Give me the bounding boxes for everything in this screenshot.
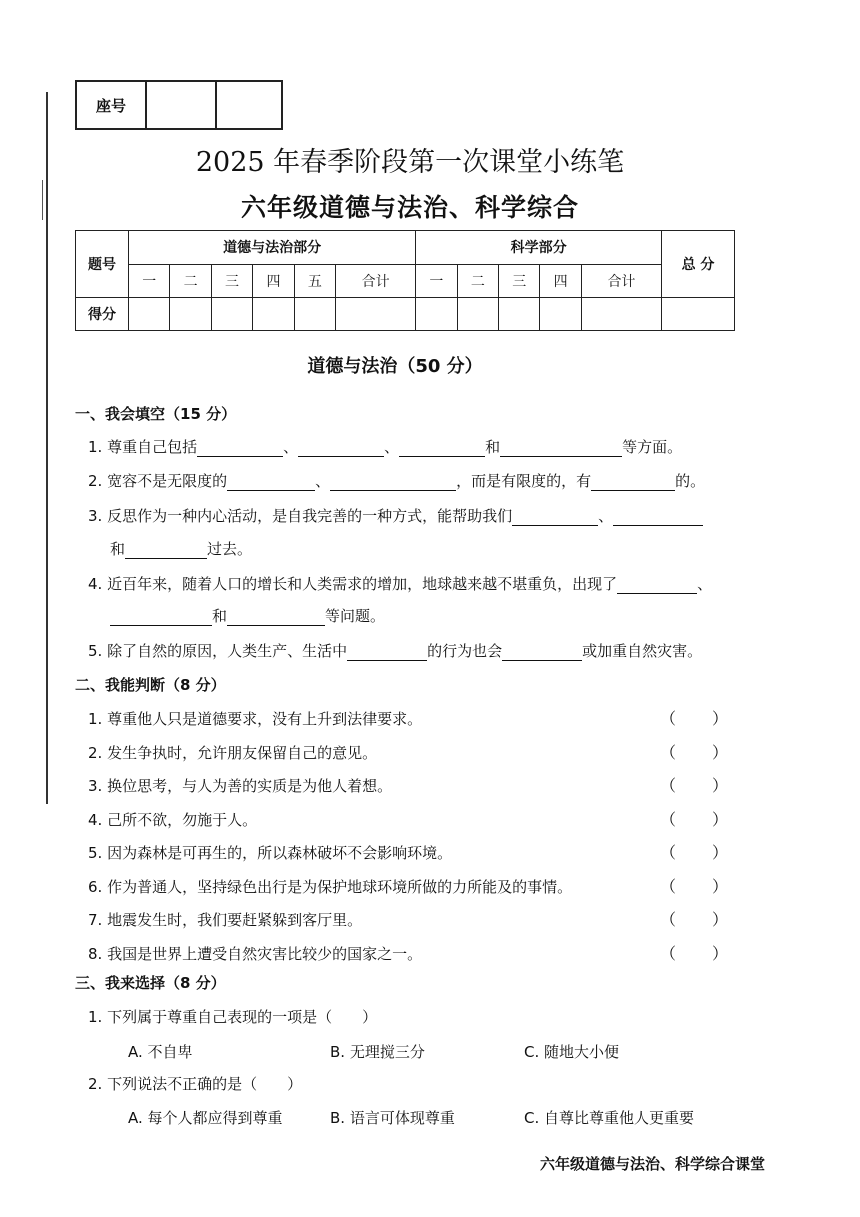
score-cell[interactable]: [170, 298, 211, 331]
score-cell[interactable]: [457, 298, 498, 331]
col-header: 五: [294, 264, 335, 298]
answer-paren-right: ）: [712, 843, 729, 862]
row-header-defa: 得分: [76, 298, 129, 331]
choice-question-2: 2. 下列说法不正确的是（ ）: [88, 1075, 303, 1093]
answer-paren-right: ）: [712, 776, 729, 795]
judge-item: 1. 尊重他人只是道德要求，没有上升到法律要求。: [88, 710, 423, 728]
answer-paren-left[interactable]: （: [660, 876, 677, 896]
fill-question-4: 4. 近百年来，随着人口的增长和人类需求的增加，地球越来越不堪重负，出现了 、: [88, 575, 713, 593]
col-header: 一: [416, 264, 457, 298]
answer-paren-right: ）: [712, 809, 729, 829]
choice-2-option-b[interactable]: B. 语言可体现尊重: [330, 1109, 455, 1127]
col-header: 四: [253, 264, 294, 298]
fill-question-3: 3. 反思作为一种内心活动，是自我完善的一种方式，能帮助我们 、: [88, 505, 703, 526]
seat-number-box: [75, 80, 283, 130]
choice-2-option-c[interactable]: C. 自尊比尊重他人更重要: [524, 1109, 695, 1127]
answer-paren-right: ）: [712, 943, 729, 963]
judge-item: 4. 己所不欲，勿施于人。: [88, 810, 258, 829]
answer-paren-right: ）: [712, 876, 729, 896]
score-table: [75, 230, 735, 331]
fill-question-3-cont: 和 过去。: [110, 540, 253, 558]
score-cell[interactable]: [581, 298, 661, 331]
judge-item: 8. 我国是世界上遭受自然灾害比较少的国家之一。: [88, 944, 423, 963]
answer-blank[interactable]: [125, 542, 207, 559]
choice-question-1: 1. 下列属于尊重自己表现的一项是（ ）: [88, 1008, 378, 1026]
answer-blank[interactable]: [500, 440, 622, 457]
judge-item: 6. 作为普通人，坚持绿色出行是为保护地球环境所做的力所能及的事情。: [88, 877, 573, 896]
answer-paren-left[interactable]: （: [660, 843, 677, 862]
answer-blank[interactable]: [617, 577, 697, 594]
col-header: 一: [129, 264, 170, 298]
col-header: 二: [457, 264, 498, 298]
choice-1-option-b[interactable]: B. 无理搅三分: [330, 1043, 425, 1061]
answer-blank[interactable]: [347, 644, 427, 661]
fill-question-5: 5. 除了自然的原因，人类生产、生活中 的行为也会 或加重自然灾害。: [88, 642, 703, 660]
fill-question-4-cont: 和 等问题。: [110, 605, 385, 626]
choice-1-option-a[interactable]: A. 不自卑: [128, 1043, 193, 1061]
score-cell[interactable]: [540, 298, 581, 331]
judge-item: 3. 换位思考，与人为善的实质是为他人着想。: [88, 777, 393, 795]
judge-item: 2. 发生争执时，允许朋友保留自己的意见。: [88, 743, 378, 762]
answer-blank[interactable]: [399, 440, 485, 457]
fill-question-1: 1. 尊重自己包括 、 、 和 等方面。: [88, 438, 683, 456]
exam-title: 2025 年春季阶段第一次课堂小练笔: [195, 147, 625, 178]
col-header: 合计: [581, 264, 661, 298]
judge-item: 7. 地震发生时，我们要赶紧躲到客厅里。: [88, 911, 363, 929]
col-header: 三: [211, 264, 252, 298]
seat-label: 座号: [76, 81, 146, 129]
answer-paren-right: ）: [712, 709, 729, 728]
col-header: 四: [540, 264, 581, 298]
answer-blank[interactable]: [613, 509, 703, 526]
score-cell[interactable]: [336, 298, 416, 331]
score-cell[interactable]: [499, 298, 540, 331]
header-group-science: 科学部分: [416, 231, 662, 265]
score-cell[interactable]: [129, 298, 170, 331]
judge-item: 5. 因为森林是可再生的，所以森林破坏不会影响环境。: [88, 844, 453, 862]
answer-paren-left[interactable]: （: [660, 709, 677, 728]
choice-2-option-a[interactable]: A. 每个人都应得到尊重: [128, 1109, 283, 1127]
answer-blank[interactable]: [512, 509, 598, 526]
score-cell[interactable]: [416, 298, 457, 331]
answer-blank[interactable]: [110, 609, 212, 626]
choice-1-option-c[interactable]: C. 随地大小便: [524, 1043, 620, 1061]
score-cell[interactable]: [253, 298, 294, 331]
part2-heading: 二、我能判断（8 分）: [75, 676, 226, 694]
col-header: 二: [170, 264, 211, 298]
answer-blank[interactable]: [227, 474, 315, 491]
answer-paren-left[interactable]: （: [660, 943, 677, 963]
answer-blank[interactable]: [227, 609, 325, 626]
col-header: 合计: [336, 264, 416, 298]
page-footer: 六年级道德与法治、科学综合课堂: [540, 1155, 766, 1173]
col-header: 三: [499, 264, 540, 298]
answer-blank[interactable]: [330, 474, 456, 491]
score-cell-total[interactable]: [662, 298, 735, 331]
seat-cell-1[interactable]: [146, 81, 216, 129]
header-tihao: 题号: [76, 231, 129, 298]
header-total: 总 分: [662, 231, 735, 298]
answer-paren-left[interactable]: （: [660, 809, 677, 829]
answer-blank[interactable]: [591, 474, 675, 491]
answer-paren-left[interactable]: （: [660, 910, 677, 929]
score-cell[interactable]: [211, 298, 252, 331]
seat-cell-2[interactable]: [216, 81, 282, 129]
answer-paren-right: ）: [712, 910, 729, 929]
answer-paren-left[interactable]: （: [660, 776, 677, 795]
answer-paren-right: ）: [712, 742, 729, 762]
exam-subtitle: 六年级道德与法治、科学综合: [240, 193, 579, 222]
part3-heading: 三、我来选择（8 分）: [75, 974, 226, 992]
score-cell[interactable]: [294, 298, 335, 331]
answer-blank[interactable]: [197, 440, 283, 457]
header-group-moral: 道德与法治部分: [129, 231, 416, 265]
answer-paren-left[interactable]: （: [660, 742, 677, 762]
part1-heading: 一、我会填空（15 分）: [75, 405, 237, 423]
answer-blank[interactable]: [502, 644, 582, 661]
fill-question-2: 2. 宽容不是无限度的 、 ，而是有限度的，有 的。: [88, 472, 706, 490]
answer-blank[interactable]: [298, 440, 384, 457]
section-title: 道德与法治（50 分）: [307, 356, 483, 377]
